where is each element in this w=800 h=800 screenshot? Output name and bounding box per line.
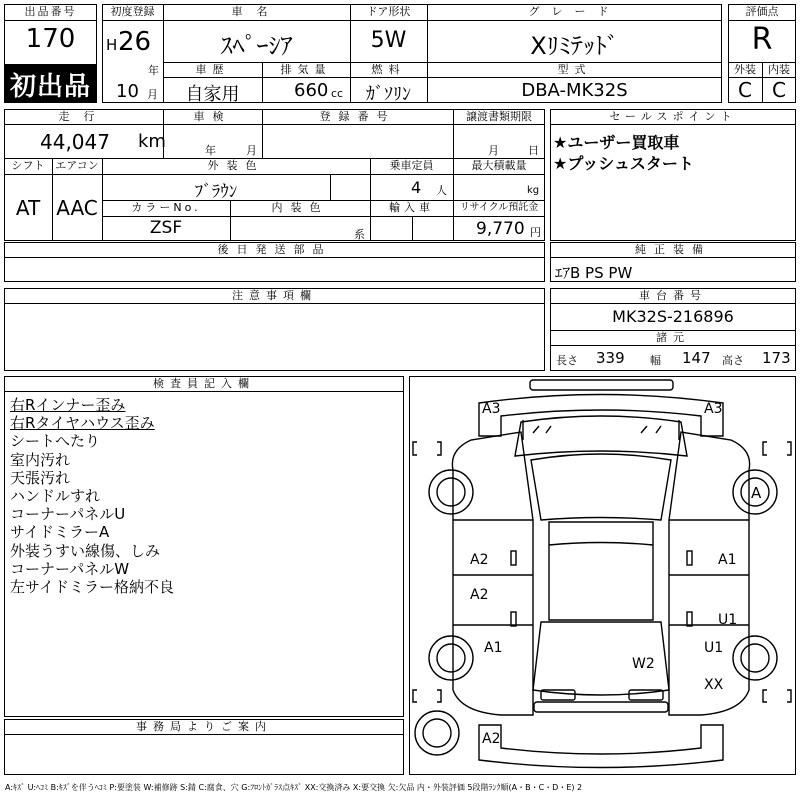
era: H xyxy=(106,36,118,54)
displacement: 660 xyxy=(294,80,329,101)
recycle-fee: 9,770 xyxy=(476,219,525,239)
inspector-note: シートへたり xyxy=(10,432,101,451)
mark-left-rear-wheel: A1 xyxy=(484,640,503,656)
first-listing-label: 初出品 xyxy=(9,72,91,102)
office-label: 事務局よりご案内 xyxy=(136,720,272,733)
exterior-label: 外装 xyxy=(734,63,756,76)
month-unit: 月 xyxy=(147,88,158,101)
capacity: 4 xyxy=(411,178,422,197)
inspector-notes xyxy=(10,396,174,596)
divider xyxy=(330,174,331,200)
interior-label: 内装 xyxy=(768,63,790,76)
score-label: 評価点 xyxy=(745,5,779,18)
year-unit: 年 xyxy=(148,64,159,77)
vehicle-info-box xyxy=(4,109,545,241)
first-reg-label: 初度登録 xyxy=(110,5,155,18)
mark-front-right: A3 xyxy=(704,401,723,417)
selling-points-label: セールスポイント xyxy=(609,110,737,123)
selling-point-1: ★ユーザー買取車 xyxy=(553,133,680,152)
transfer-day-unit: 日 xyxy=(528,144,539,157)
mark-right-rear-wheel: U1 xyxy=(704,640,724,656)
mileage-unit: km xyxy=(138,131,166,152)
divider xyxy=(550,124,796,125)
ac-label: エアコン xyxy=(55,159,99,172)
inspection-label: 車検 xyxy=(193,110,232,123)
car-outline-icon xyxy=(410,377,795,774)
mark-rear-glass: W2 xyxy=(632,656,655,672)
displacement-label: 排気量 xyxy=(280,63,332,76)
door-type: 5W xyxy=(370,28,407,53)
equipment-label: 純正装備 xyxy=(635,243,711,256)
inspector-note: 左サイドミラー格納不良 xyxy=(10,578,174,597)
capacity-unit: 人 xyxy=(436,184,447,197)
ext-color-label: 外装色 xyxy=(207,159,265,172)
grade: Xﾘﾐﾃｯﾄﾞ xyxy=(530,32,619,60)
selling-points-box xyxy=(550,109,796,241)
model-label: 型式 xyxy=(557,63,592,76)
int-color-unit: 系 xyxy=(354,228,365,241)
notes-label: 注意事項欄 xyxy=(232,289,317,302)
color-no: ZSF xyxy=(149,218,183,238)
mark-right-rear-door: U1 xyxy=(718,612,738,628)
divider xyxy=(163,77,722,78)
import-label: 輸入車 xyxy=(389,201,434,214)
length-label: 長さ xyxy=(556,354,578,367)
fuel: ｶﾞｿﾘﾝ xyxy=(366,84,411,105)
inspector-note: サイドミラーA xyxy=(10,523,110,542)
inspector-note: ハンドルすれ xyxy=(10,487,101,506)
color-no-label: カラーNo. xyxy=(131,201,201,214)
height: 173 xyxy=(762,349,791,367)
damage-diagram xyxy=(409,376,796,775)
divider xyxy=(4,391,404,392)
divider xyxy=(728,20,796,21)
reg-number-label: 登録番号 xyxy=(319,110,396,123)
mark-left-rear-door: A2 xyxy=(470,587,489,603)
divider xyxy=(4,124,545,125)
length: 339 xyxy=(596,349,625,367)
mileage-label: 走行 xyxy=(58,110,109,123)
legend-footer: A:ｷｽﾞ U:ﾍｺﾐ B:ｷｽﾞを伴うﾍｺﾐ P:要塗装 W:補修跡 S:錆 C:腐食、穴 G:ﾌﾛﾝﾄｶﾞﾗｽ点ｷｽﾞ XX:交換済み X:要交換 欠:欠品 内・外装評価 5段階ﾗﾝｸ順(A・B・C・D・E) 2 xyxy=(5,783,583,792)
inspector-note: 室内汚れ xyxy=(10,450,71,469)
history-label: 車歴 xyxy=(195,63,230,76)
divider xyxy=(4,734,404,735)
lot-number-label: 出品番号 xyxy=(24,5,77,18)
inspector-note: 右Rインナー歪み xyxy=(10,396,126,414)
car-name: ｽﾍﾟｰｼｱ xyxy=(220,32,293,60)
inspection-month-unit: 月 xyxy=(246,144,257,157)
capacity-label: 乗車定員 xyxy=(389,159,434,172)
lot-number: 170 xyxy=(25,24,76,54)
shift: AT xyxy=(15,196,41,220)
history: 自家用 xyxy=(185,84,240,105)
model-code: DBA-MK32S xyxy=(521,80,628,101)
mileage: 44,047 xyxy=(40,130,110,154)
inspector-note: 天張汚れ xyxy=(10,468,71,487)
divider xyxy=(550,257,796,258)
int-color-label: 内装色 xyxy=(271,201,329,214)
inspector-note: コーナーパネルU xyxy=(10,505,126,524)
exterior-grade: C xyxy=(738,78,752,102)
score: R xyxy=(751,22,773,57)
displacement-unit: cc xyxy=(331,87,344,100)
reg-month: 10 xyxy=(116,81,139,102)
dimensions-label: 諸元 xyxy=(656,331,690,344)
inspector-note: 右Rタイヤハウス歪み xyxy=(10,414,155,433)
divider xyxy=(4,20,97,21)
divider xyxy=(102,216,545,217)
transfer-month-unit: 月 xyxy=(488,144,499,157)
car-name-label: 車名 xyxy=(231,5,282,18)
mark-left-front-door: A2 xyxy=(470,552,489,568)
selling-point-2: ★プッシュスタート xyxy=(553,154,694,173)
mark-right-front-door: A1 xyxy=(718,552,737,568)
divider xyxy=(412,216,413,241)
mark-rear-right-corner: XX xyxy=(704,677,724,693)
grade-label: グレード xyxy=(528,5,621,18)
chassis-label: 車台番号 xyxy=(639,289,707,302)
interior-grade: C xyxy=(772,78,786,102)
inspector-note: 外装うすい線傷、しみ xyxy=(10,541,161,560)
mark-rear-bumper: A2 xyxy=(482,731,501,747)
air-conditioner: AAC xyxy=(56,196,98,220)
later-parts-label: 後日発送部品 xyxy=(217,243,332,256)
divider xyxy=(550,345,796,346)
chassis-number: MK32S-216896 xyxy=(612,307,734,326)
recycle-unit: 円 xyxy=(530,226,541,239)
divider xyxy=(4,257,545,258)
shift-label: シフト xyxy=(11,159,45,172)
reg-year: 26 xyxy=(118,27,152,57)
recycle-label: リサイクル預託金 xyxy=(459,202,539,213)
divider xyxy=(550,303,796,304)
divider xyxy=(102,20,722,21)
max-load-label: 最大積載量 xyxy=(471,159,527,172)
width-label: 幅 xyxy=(650,354,661,367)
fuel-label: 燃料 xyxy=(371,63,406,76)
transfer-deadline-label: 譲渡書類期限 xyxy=(466,110,532,123)
divider xyxy=(4,303,545,304)
equipment: ｴｱB PS PW xyxy=(555,264,633,282)
door-label: ドア形状 xyxy=(366,5,411,18)
inspection-year-unit: 年 xyxy=(205,144,216,157)
mark-wheel-right-front: A xyxy=(751,484,762,502)
width: 147 xyxy=(682,349,711,367)
height-label: 高さ xyxy=(722,354,744,367)
max-load-unit: kg xyxy=(527,185,540,196)
mark-front-left: A3 xyxy=(482,401,501,417)
inspector-label: 検査員記入欄 xyxy=(153,377,255,390)
ext-color: ﾌﾞﾗｳﾝ xyxy=(194,182,238,202)
inspector-note: コーナーパネルW xyxy=(10,559,130,578)
divider xyxy=(4,174,545,175)
